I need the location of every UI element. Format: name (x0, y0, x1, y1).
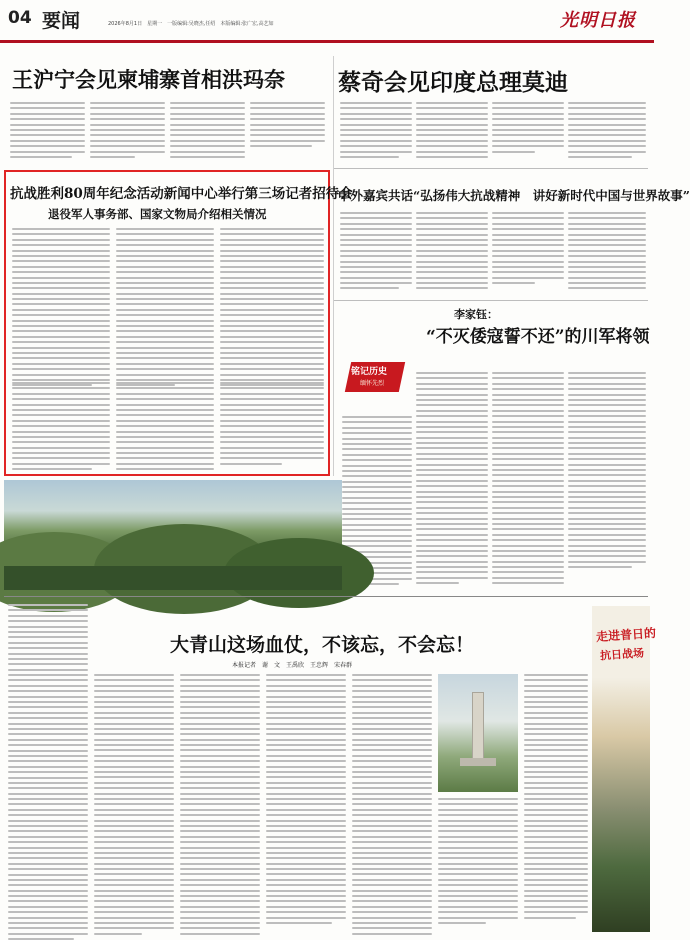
headline-cai-qi: 蔡奇会见印度总理莫迪 (338, 69, 568, 96)
daqingshan-body-4 (352, 674, 432, 932)
featured-body-3 (220, 228, 324, 378)
featured-headline: 抗战胜利80周年纪念活动新闻中心举行第三场记者招待会 (10, 186, 353, 202)
headline-wang-huning: 王沪宁会见柬埔寨首相洪玛奈 (12, 67, 285, 92)
page-number: 04 (8, 8, 32, 28)
forum-body-1 (340, 212, 412, 292)
newspaper-logo: 光明日报 (560, 10, 636, 31)
forum-body-2 (416, 212, 488, 292)
headline-forum: 中外嘉宾共话“弘扬伟大抗战精神 讲好新时代中国与世界故事” (338, 188, 690, 203)
article-body-wang-3 (170, 102, 245, 162)
featured-body-4 (12, 382, 110, 470)
forum-body-3 (492, 212, 564, 292)
masthead (0, 0, 654, 40)
section-title: 要闻 (42, 10, 81, 32)
featured-body-2 (116, 228, 214, 378)
dateline: 2026年8月1日 星期一 一版编辑:吴晓杰,任绍 本版编辑:张广宏,高艺如 (108, 21, 274, 27)
daqingshan-body-2 (180, 674, 260, 932)
headline-daqingshan: 大青山这场血仗，不该忘，不会忘！ (170, 634, 475, 656)
daqingshan-body-3 (266, 674, 346, 932)
article-body-wang-2 (90, 102, 165, 162)
article-body-wang-1 (10, 102, 85, 162)
bottom-byline: 本报记者 谢 文 王禹欣 王忠辉 宋春群 (232, 662, 353, 669)
mountain-landscape-photo (4, 480, 342, 590)
article-body-cai-1 (340, 102, 412, 162)
li-jiayu-body-2 (416, 372, 488, 586)
promo-title-line1: 走进普日的 (595, 625, 657, 645)
featured-body-1 (12, 228, 110, 378)
featured-body-6 (220, 382, 324, 470)
emblem-sub-text: 缅怀先烈 (360, 380, 385, 387)
featured-body-5 (116, 382, 214, 470)
quote-author: 李家钰： (454, 308, 498, 321)
headline-li-jiayu: “不灭倭寇誓不还”的川军将领 (426, 327, 650, 347)
daqingshan-body-5 (438, 798, 518, 932)
section-divider (334, 168, 648, 169)
daqingshan-body-6 (524, 674, 588, 932)
article-body-cai-3 (492, 102, 564, 162)
article-body-cai-4 (568, 102, 646, 162)
li-jiayu-body-4 (568, 372, 646, 586)
column-divider (333, 56, 334, 476)
article-body-cai-2 (416, 102, 488, 162)
daqingshan-body-1 (94, 674, 174, 932)
lower-left-body (8, 604, 88, 930)
header-rule (0, 40, 654, 43)
emblem-main-text: 铭记历史 (351, 367, 388, 377)
promo-title-line2: 抗日战场 (599, 646, 645, 663)
li-jiayu-body-3 (492, 372, 564, 586)
featured-subheadline: 退役军人事务部、国家文物局介绍相关情况 (48, 207, 267, 221)
memorial-photo (438, 674, 518, 792)
section-divider-2 (334, 300, 648, 301)
forum-body-4 (568, 212, 646, 292)
article-body-wang-4 (250, 102, 325, 162)
history-emblem (342, 352, 420, 410)
lower-section-rule (4, 596, 648, 597)
